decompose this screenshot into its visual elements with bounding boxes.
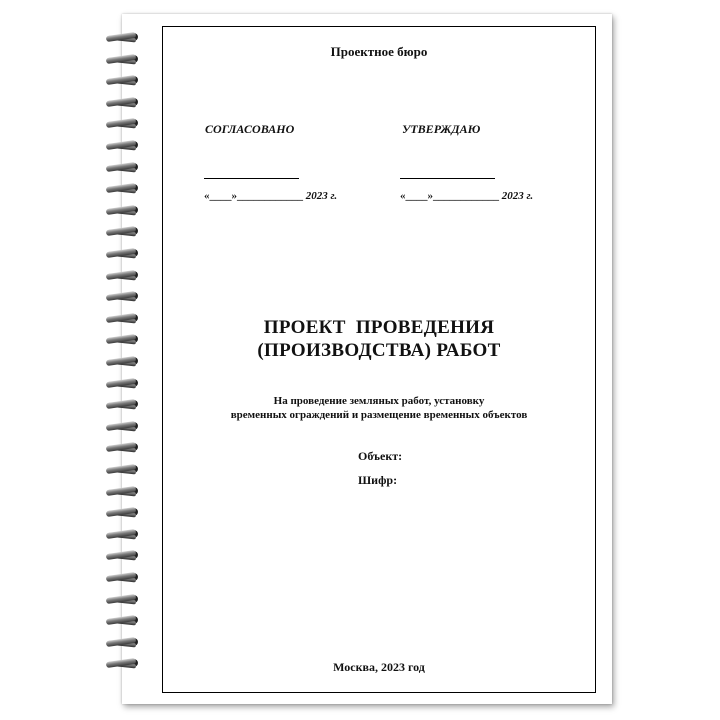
spiral-ring [104,484,144,498]
spiral-ring [104,95,144,109]
spiral-ring [104,181,144,195]
spiral-ring [104,138,144,152]
spiral-ring [104,592,144,606]
bureau-name: Проектное бюро [330,44,428,59]
subtitle-line-2: временных ограждений и размещение временных объектов [230,409,528,421]
document-subtitle [162,394,596,422]
spiral-ring [104,160,144,174]
spiral-ring [104,656,144,670]
spiral-ring [104,52,144,66]
spiral-ring [104,246,144,260]
spiral-ring [104,397,144,411]
spiral-binding [104,30,144,685]
spiral-ring [104,289,144,303]
spiral-ring [104,462,144,476]
approved-date-year: 2023 г. [501,190,534,202]
spiral-ring [104,548,144,562]
spiral-ring [104,224,144,238]
spiral-ring [104,570,144,584]
approved-label: УТВЕРЖДАЮ [402,122,481,136]
spiral-ring [104,440,144,454]
agreed-date-blank: «____»____________ [204,190,303,202]
spiral-ring [104,527,144,541]
spiral-ring [104,73,144,87]
agreed-date-year: 2023 г. [305,190,338,202]
spiral-ring [104,116,144,130]
agreed-signature-line [204,178,299,179]
code-label: Шифр: [358,473,398,487]
spiral-ring [104,203,144,217]
object-label: Объект: [358,449,403,463]
spiral-ring [104,311,144,325]
title-line-2: (ПРОИЗВОДСТВА) РАБОТ [257,340,501,361]
spiral-ring [104,332,144,346]
agreed-date [204,190,337,202]
spiral-ring [104,505,144,519]
spiral-ring [104,613,144,627]
spiral-ring [104,635,144,649]
approved-date [400,190,533,202]
agreed-label: СОГЛАСОВАНО [205,122,295,136]
city-year: Москва, 2023 год [333,660,425,674]
spiral-ring [104,376,144,390]
approved-date-blank: «____»____________ [400,190,499,202]
spiral-ring [104,268,144,282]
spiral-ring [104,419,144,433]
spiral-ring [104,30,144,44]
document-title [162,316,596,362]
subtitle-line-1: На проведение земляных работ, установку [273,395,485,407]
approved-signature-line [400,178,495,179]
title-line-1: ПРОЕКТ ПРОВЕДЕНИЯ [263,317,495,338]
spiral-ring [104,354,144,368]
